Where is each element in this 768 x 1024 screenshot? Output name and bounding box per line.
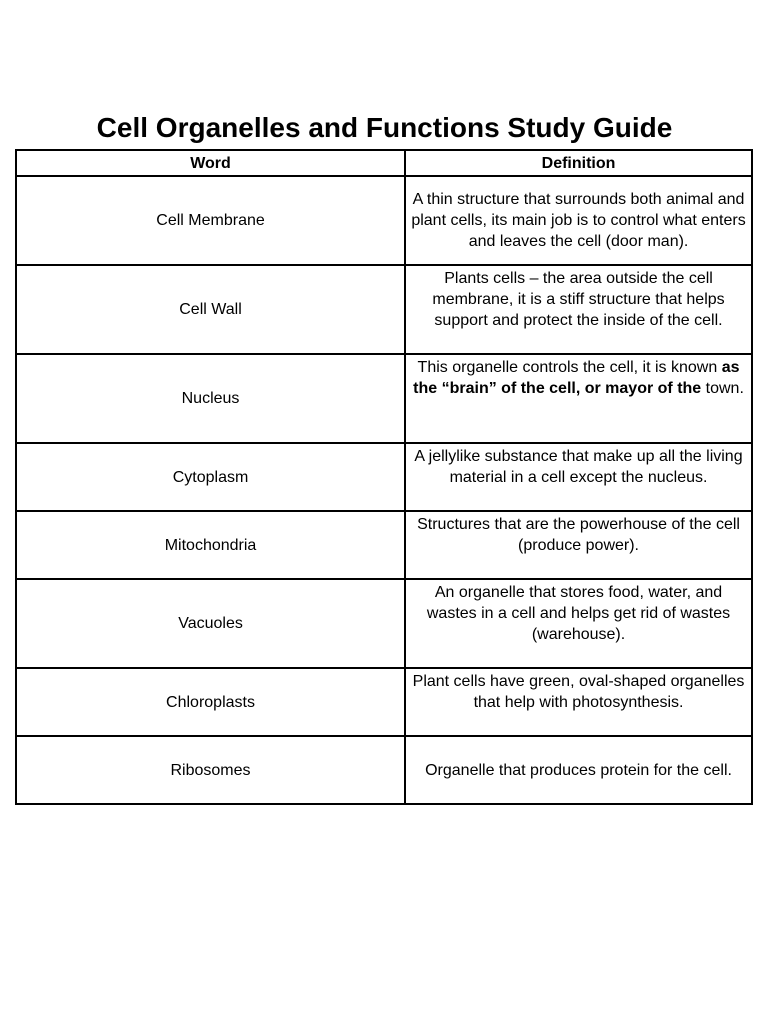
definition-cell: Plants cells – the area outside the cell membrane, it is a stiff structure that helps support and protect the inside of the cell. [405,265,752,354]
definition-cell: An organelle that stores food, water, and wastes in a cell and helps get rid of wastes (warehouse). [405,579,752,668]
definition-text: This organelle controls the cell, it is known [417,359,722,376]
word-cell: Nucleus [16,354,405,443]
organelles-table [15,149,753,805]
definition-cell: Organelle that produces protein for the cell. [405,736,752,804]
word-cell: Mitochondria [16,511,405,579]
word-cell: Chloroplasts [16,668,405,736]
definition-cell: Plant cells have green, oval-shaped organelles that help with photosynthesis. [405,668,752,736]
word-cell: Cytoplasm [16,443,405,511]
table-row [16,265,752,354]
definition-column-header: Definition [405,150,752,176]
table-row [16,579,752,668]
table-row [16,176,752,265]
definition-cell [405,354,752,443]
definition-text: town. [701,380,744,397]
table-header-row [16,150,752,176]
page-title: Cell Organelles and Functions Study Guide [96,112,673,143]
word-cell: Ribosomes [16,736,405,804]
definition-cell: A jellylike substance that make up all the living material in a cell except the nucleus. [405,443,752,511]
word-cell: Vacuoles [16,579,405,668]
word-column-header: Word [16,150,405,176]
table-row [16,354,752,443]
word-cell: Cell Membrane [16,176,405,265]
definition-cell: A thin structure that surrounds both animal and plant cells, its main job is to control what enters and leaves the cell (door man). [405,176,752,265]
table-row [16,736,752,804]
word-cell: Cell Wall [16,265,405,354]
definition-bold-text: as the “brain” of the cell, or mayor of the [413,359,740,397]
table-row [16,443,752,511]
table-row [16,668,752,736]
definition-cell: Structures that are the powerhouse of the cell (produce power). [405,511,752,579]
table-row [16,511,752,579]
